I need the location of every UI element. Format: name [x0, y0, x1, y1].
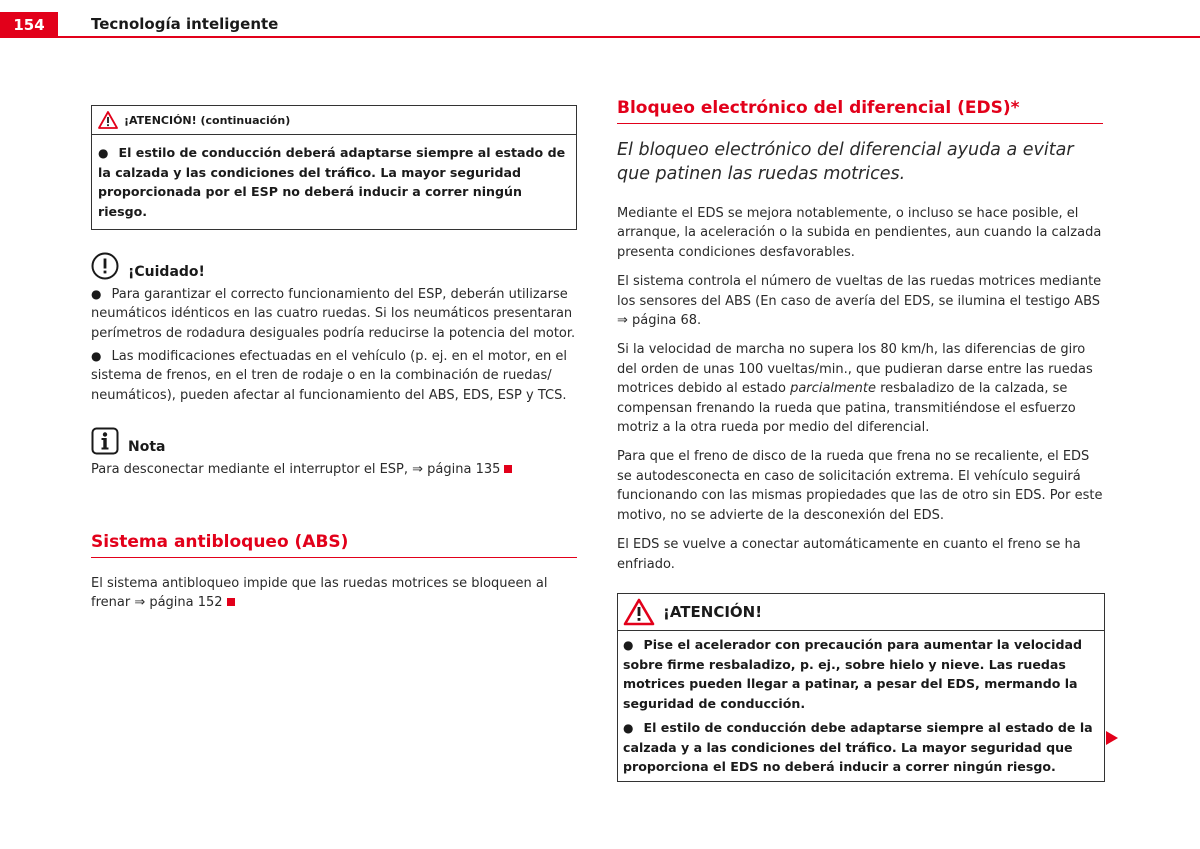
bullet-icon: ● [98, 146, 109, 160]
note-title: Nota [128, 439, 166, 456]
note-header [91, 425, 577, 455]
eds-warning-item: ● El estilo de conducción debe adaptarse siempre al estado de la calzada y a las condiciones del tráfico. La mayor seguridad que proporciona el EDS no deberá inducir a correr ningún riesgo. [623, 719, 1093, 775]
eds-section-title: Bloqueo electrónico del diferencial (EDS)* [617, 98, 1103, 124]
page-number: 154 [0, 12, 58, 38]
abs-section-title: Sistema antibloqueo (ABS) [91, 532, 577, 558]
caution-title: ¡Cuidado! [128, 263, 205, 280]
eds-paragraph: Mediante el EDS se mejora notablemente, o incluso se hace posible, el arranque, la aceleración o la subida en pendientes, aun cuando la calzada presenta condiciones desfavorables. [617, 206, 1102, 260]
caution-body [91, 285, 577, 405]
exclamation-circle-icon [91, 252, 119, 280]
eds-lead: El bloqueo electrónico del diferencial ayuda a evitar que patinen las ruedas motrices. [617, 140, 1074, 184]
warning-triangle-icon [98, 111, 118, 129]
end-of-section-square-icon [504, 465, 512, 473]
caution-item: ● Para garantizar el correcto funcionamiento del ESP, deberán utilizarse neumáticos idénticos en las cuatro ruedas. Si los neumáticos presentaran perímetros de rodadura desiguales podría reducirse la potencia del motor. [91, 286, 576, 341]
warning-continued-header [92, 106, 576, 135]
eds-warning-body [618, 631, 1104, 776]
note-body [91, 460, 577, 479]
eds-warning-header [618, 594, 1104, 631]
header-title: Tecnología inteligente [91, 15, 279, 33]
abs-body [91, 574, 577, 613]
caution-header [91, 250, 577, 280]
continue-arrow-icon [1106, 731, 1118, 745]
bullet-icon: ● [91, 286, 102, 301]
warning-triangle-icon [623, 598, 655, 626]
warning-continued-box [91, 105, 577, 230]
warning-continued-title: ¡ATENCIÓN! (continuación) [124, 113, 291, 127]
eds-warning-box [617, 593, 1105, 782]
eds-paragraph: Para que el freno de disco de la rueda que frena no se recaliente, el EDS se autodesconecta en caso de solicitación extrema. El vehículo seguirá funcionando con las mismas propiedades que las de otro sin EDS. Por este motivo, no se advierte de la desconexión del EDS. [617, 449, 1103, 523]
warning-continued-body [92, 135, 576, 229]
header-rule [58, 36, 1200, 38]
eds-paragraph: El sistema controla el número de vueltas de las ruedas motrices mediante los sensores del ABS (En caso de avería del EDS, se ilumina el testigo ABS ⇒ página 68. [617, 274, 1102, 329]
abs-text: El sistema antibloqueo impide que las ruedas motrices se bloqueen al frenar ⇒ página 152 [91, 575, 548, 611]
bullet-icon: ● [623, 637, 634, 652]
warning-continued-item: ● El estilo de conducción deberá adaptarse siempre al estado de la calzada y las condiciones del tráfico. La mayor seguridad proporcionada por el ESP no deberá inducir a correr ningún riesgo. [98, 145, 566, 219]
eds-body [617, 204, 1103, 574]
eds-warning-title: ¡ATENCIÓN! [663, 602, 763, 621]
page-header [0, 0, 1200, 40]
left-column [91, 105, 577, 616]
right-column [617, 98, 1103, 782]
eds-warning-item: ● Pise el acelerador con precaución para aumentar la velocidad sobre firme resbaladizo, p. ej., sobre hielo y nieve. Las ruedas motrices pueden llegar a patinar, a pesar del EDS, mermando la seguridad de conducción. [623, 636, 1083, 711]
end-of-section-square-icon [227, 598, 235, 606]
bullet-icon: ● [91, 349, 102, 364]
note-text: Para desconectar mediante el interruptor el ESP, ⇒ página 135 [91, 462, 501, 478]
eds-paragraph: El EDS se vuelve a conectar automáticamente en cuanto el freno se ha enfriado. [617, 537, 1081, 572]
info-icon [91, 427, 119, 455]
eds-paragraph: Si la velocidad de marcha no supera los 80 km/h, las diferencias de giro del orden de unas 100 vueltas/min., que pudieran darse entre las ruedas motrices debido al estado parcialmente resbaladizo de la calzada, se compensan frenando la rueda que patina, transmitiéndose el esfuerzo motriz a la otra rueda por medio del diferencial. [617, 342, 1093, 436]
bullet-icon: ● [623, 720, 634, 735]
caution-item: ● Las modificaciones efectuadas en el vehículo (p. ej. en el motor, en el sistema de frenos, en el tren de rodaje o en la combinación de ruedas/ neumáticos), pueden afectar al funcionamiento del ABS, EDS, ESP y TCS. [91, 349, 567, 403]
